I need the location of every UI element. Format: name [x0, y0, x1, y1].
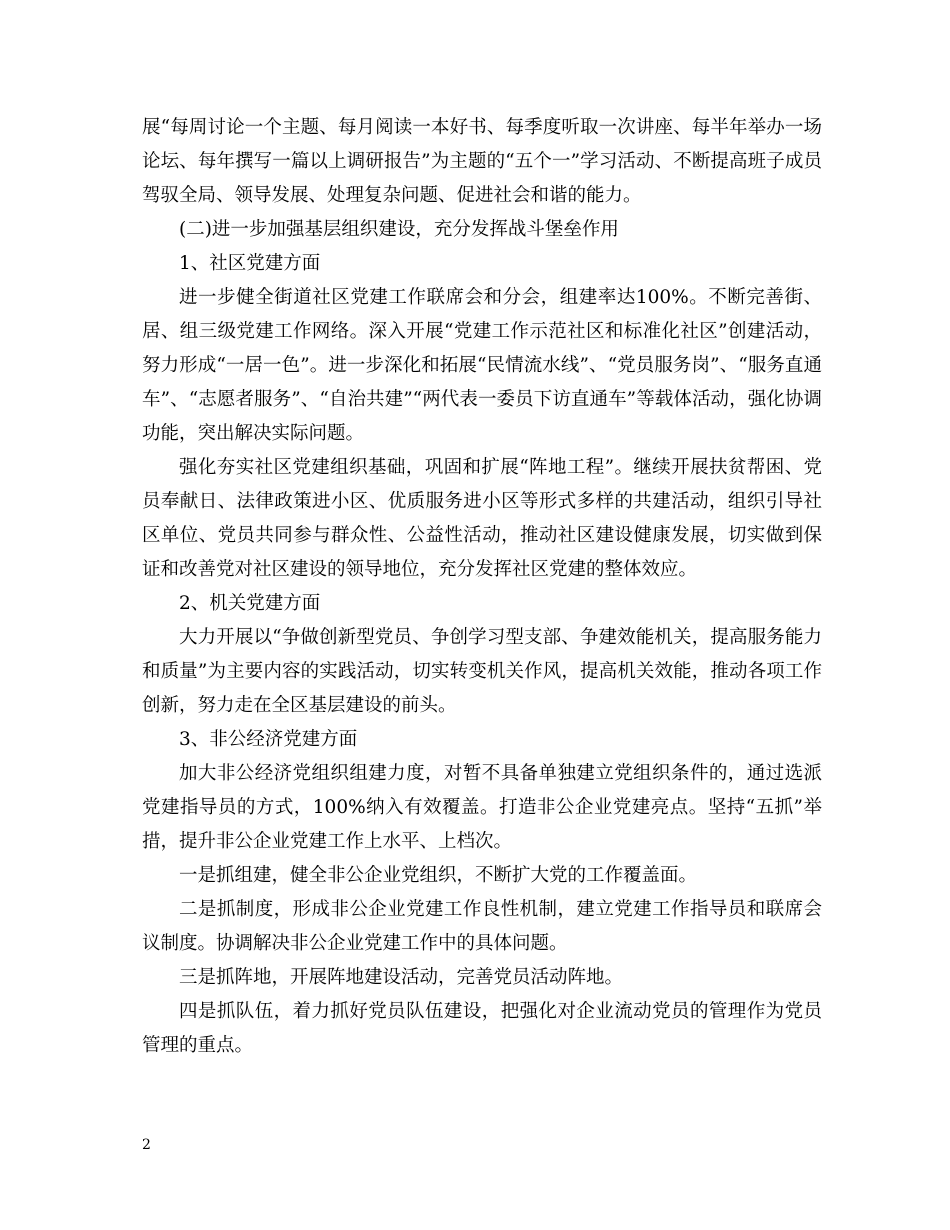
page-number: 2	[142, 1137, 151, 1153]
paragraph-organs: 大力开展以“争做创新型党员、争创学习型支部、争建效能机关，提高服务能力和质量”为主要内容的实践活动，切实转变机关作风，提高机关效能，推动各项工作创新，努力走在全区基层建设的前头。	[142, 627, 822, 716]
section-heading-grassroots: (二)进一步加强基层组织建设，充分发挥战斗堡垒作用	[179, 219, 619, 240]
subheading-organs: 2、机关党建方面	[179, 593, 321, 614]
subheading-community: 1、社区党建方面	[179, 253, 321, 274]
paragraph-non-public: 加大非公经济党组织组建力度，对暂不具备单独建立党组织条件的，通过选派党建指导员的方式，100%纳入有效覆盖。打造非公企业党建亮点。坚持“五抓”举措，提升非公企业党建工作上水平、上档次。	[142, 763, 822, 852]
paragraph-community-network: 进一步健全街道社区党建工作联席会和分会，组建率达100%。不断完善街、居、组三级党建工作网络。深入开展“党建工作示范社区和标准化社区”创建活动，努力形成“一居一色”。进一步深化和拓展“民情流水线”、“党员服务岗”、“服务直通车”、“志愿者服务”、“自治共建”“两代表一委员下访直通车”等载体活动，强化协调功能，突出解决实际问题。	[142, 287, 822, 444]
paragraph-continuation: 展“每周讨论一个主题、每月阅读一本好书、每季度听取一次讲座、每半年举办一场论坛、每年撰写一篇以上调研报告”为主题的“五个一”学习活动、不断提高班子成员驾驭全局、领导发展、处理复杂问题、促进社会和谐的能力。	[142, 117, 822, 206]
paragraph-community-foundation: 强化夯实社区党建组织基础，巩固和扩展“阵地工程”。继续开展扶贫帮困、党员奉献日、法律政策进小区、优质服务进小区等形式多样的共建活动，组织引导社区单位、党员共同参与群众性、公益性活动，推动社区建设健康发展，切实做到保证和改善党对社区建设的领导地位，充分发挥社区党建的整体效应。	[142, 457, 822, 580]
body-text	[142, 111, 822, 1063]
subheading-non-public: 3、非公经济党建方面	[179, 729, 358, 750]
list-item-third: 三是抓阵地，开展阵地建设活动，完善党员活动阵地。	[179, 967, 624, 988]
list-item-first: 一是抓组建，健全非公企业党组织，不断扩大党的工作覆盖面。	[179, 865, 698, 886]
list-item-fourth: 四是抓队伍，着力抓好党员队伍建设，把强化对企业流动党员的管理作为党员管理的重点。	[142, 1001, 822, 1056]
list-item-second: 二是抓制度，形成非公企业党建工作良性机制，建立党建工作指导员和联席会议制度。协调解决非公企业党建工作中的具体问题。	[142, 899, 822, 954]
